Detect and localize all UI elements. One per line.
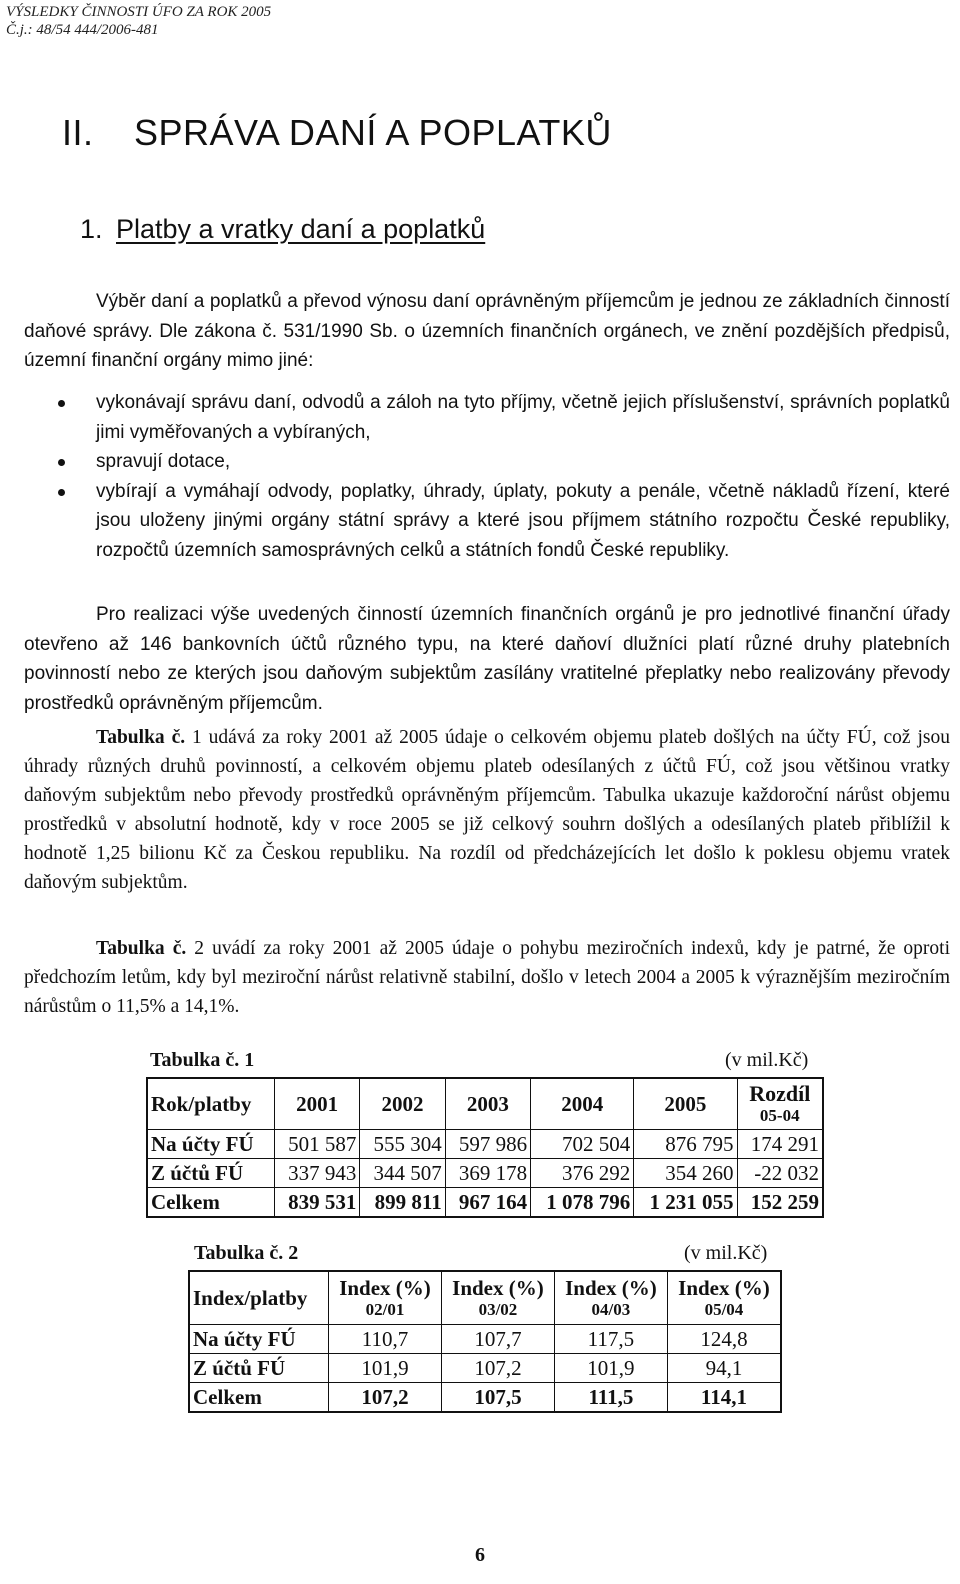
row-label: Z účtů FÚ: [147, 1159, 275, 1188]
table-cell: 337 943: [275, 1159, 360, 1188]
row-label: Na účty FÚ: [189, 1325, 329, 1354]
table-cell: 152 259: [737, 1188, 823, 1218]
header-cell: [667, 1271, 781, 1325]
paragraph-accounts: Pro realizaci výše uvedených činností územních finančních orgánů je pro jednotlivé finanční úřady otevřeno až 146 bankovních účtů různého typu, na které daňoví dlužníci platí různé druhy platebních povinností nebo ze kterých jsou daňovým subjektům zasílány vratitelné přeplatky nebo realizovány převody prostředků oprávněným příjemcům.: [24, 604, 950, 714]
table2-reference: Tabulka č.: [96, 938, 187, 959]
header-cell: [441, 1271, 554, 1325]
table-row-total: [147, 1188, 823, 1218]
header-cell: Index/platby: [189, 1271, 329, 1325]
table-cell: 967 164: [445, 1188, 530, 1218]
table-cell: 354 260: [634, 1159, 737, 1188]
index-label: Index (%): [339, 1276, 431, 1300]
table-cell: 101,9: [329, 1354, 442, 1383]
bullet-list: [24, 388, 950, 565]
chapter-number: II.: [62, 112, 94, 153]
header-cell-diff: [737, 1078, 823, 1130]
header-cell: 2001: [275, 1078, 360, 1130]
table-cell: 376 292: [531, 1159, 634, 1188]
table1: [146, 1077, 824, 1218]
header-cell: [554, 1271, 667, 1325]
bullet-item: vybírají a vymáhají odvody, poplatky, úhrady, úplaty, pokuty a penále, včetně nákladů řízení, které jsou uloženy jinými orgány státní správy a které jsou příjmem státního rozpočtu České republiky, rozpočtů územních samosprávných celků a státních fondů České republiky.: [24, 477, 950, 566]
table-cell: 117,5: [554, 1325, 667, 1354]
row-label: Celkem: [147, 1188, 275, 1218]
table-cell: 597 986: [445, 1130, 530, 1159]
header-cell: 2005: [634, 1078, 737, 1130]
period-label: 05/04: [704, 1300, 744, 1319]
table1-reference: Tabulka č.: [96, 727, 186, 748]
table1-unit: (v mil.Kč): [725, 1049, 809, 1071]
table-cell: 702 504: [531, 1130, 634, 1159]
table-header-row: [147, 1078, 823, 1130]
table-cell: 94,1: [667, 1354, 781, 1383]
table-cell: 899 811: [360, 1188, 445, 1218]
header-cell: 2003: [445, 1078, 530, 1130]
table-cell: 101,9: [554, 1354, 667, 1383]
chapter-title: SPRÁVA DANÍ A POPLATKŮ: [134, 112, 612, 153]
table-cell: 369 178: [445, 1159, 530, 1188]
bullet-item: vykonávají správu daní, odvodů a záloh na tyto příjmy, včetně jejich příslušenství, správních poplatků jimi vyměřovaných a vybíraných,: [24, 388, 950, 447]
period-label: 02/01: [365, 1300, 405, 1319]
table-cell: 114,1: [667, 1383, 781, 1413]
table-cell: 555 304: [360, 1130, 445, 1159]
header-cell: 2004: [531, 1078, 634, 1130]
diff-label: Rozdíl: [749, 1081, 811, 1106]
bullet-item: spravují dotace,: [24, 447, 950, 477]
paragraph-table2: [24, 934, 950, 1021]
table2-reference-number: 2: [194, 938, 205, 959]
table-row: [189, 1354, 781, 1383]
table-cell: 174 291: [737, 1130, 823, 1159]
header-cell: [329, 1271, 442, 1325]
period-label: 03/02: [478, 1300, 518, 1319]
table-cell: -22 032: [737, 1159, 823, 1188]
table2-unit: (v mil.Kč): [684, 1242, 768, 1264]
table-cell: 1 078 796: [531, 1188, 634, 1218]
intro-paragraph: Výběr daní a poplatků a převod výnosu daní oprávněným příjemcům je jednou ze základních činností daňové správy. Dle zákona č. 531/1990 Sb. o územních finančních orgánech, ve znění pozdějších předpisů, územní finanční orgány mimo jiné:: [24, 291, 950, 371]
table-cell: 111,5: [554, 1383, 667, 1413]
paragraph-table1: [24, 723, 950, 897]
table-row: [147, 1130, 823, 1159]
table-cell: 876 795: [634, 1130, 737, 1159]
table-cell: 839 531: [275, 1188, 360, 1218]
table-cell: 107,7: [441, 1325, 554, 1354]
row-label: Z účtů FÚ: [189, 1354, 329, 1383]
index-label: Index (%): [565, 1276, 657, 1300]
running-header: [6, 3, 271, 39]
table-cell: 344 507: [360, 1159, 445, 1188]
row-label: Na účty FÚ: [147, 1130, 275, 1159]
table-cell: 107,2: [329, 1383, 442, 1413]
table-cell: 110,7: [329, 1325, 442, 1354]
paragraph-table1-text: udává za roky 2001 až 2005 údaje o celkovém objemu plateb došlých na účty FÚ, což jsou úhrady různých druhů povinností, a celkovém objemu plateb odesílaných z účtů FÚ, což jsou většinou vratky daňovým subjektům nebo převody prostředků oprávněným příjemcům. Tabulka ukazuje každoroční nárůst objemu prostředků v absolutní hodnotě, kdy v roce 2005 se již celkový souhrn došlých a odesílaných plateb přiblížil k hodnotě 1,25 bilionu Kč za Českou republiku. Na rozdíl od předcházejících let došlo k poklesu objemu vratek daňovým subjektům.: [24, 727, 950, 893]
section-title: Platby a vratky daní a poplatků: [116, 214, 486, 244]
diff-sub: 05-04: [759, 1106, 800, 1125]
index-label: Index (%): [678, 1276, 770, 1300]
table2-caption: Tabulka č. 2: [194, 1242, 299, 1264]
index-label: Index (%): [452, 1276, 544, 1300]
section-heading: [80, 214, 485, 245]
section-number: 1.: [80, 214, 103, 244]
table-header-row: [189, 1271, 781, 1325]
table-cell: 107,5: [441, 1383, 554, 1413]
table-cell: 501 587: [275, 1130, 360, 1159]
table-cell: 124,8: [667, 1325, 781, 1354]
header-reference: Č.j.: 48/54 444/2006-481: [6, 22, 159, 38]
table-row-total: [189, 1383, 781, 1413]
header-cell: 2002: [360, 1078, 445, 1130]
table2: [188, 1270, 782, 1413]
chapter-heading: [62, 112, 612, 154]
period-label: 04/03: [591, 1300, 631, 1319]
page-number: 6: [475, 1544, 485, 1566]
table1-reference-number: 1: [192, 727, 202, 748]
header-title: VÝSLEDKY ČINNOSTI ÚFO ZA ROK 2005: [6, 4, 272, 20]
table1-caption: Tabulka č. 1: [150, 1049, 255, 1071]
header-cell: Rok/platby: [147, 1078, 275, 1130]
table-cell: 107,2: [441, 1354, 554, 1383]
paragraph-table2-text: uvádí za roky 2001 až 2005 údaje o pohybu meziročních indexů, kdy je patrné, že oproti předchozím letům, kdy byl meziroční nárůst relativně stabilní, došlo v letech 2004 a 2005 k výraznějším meziročním nárůstům o 11,5% a 14,1%.: [24, 938, 951, 1017]
table-cell: 1 231 055: [634, 1188, 737, 1218]
table-row: [147, 1159, 823, 1188]
table-row: [189, 1325, 781, 1354]
row-label: Celkem: [189, 1383, 329, 1413]
